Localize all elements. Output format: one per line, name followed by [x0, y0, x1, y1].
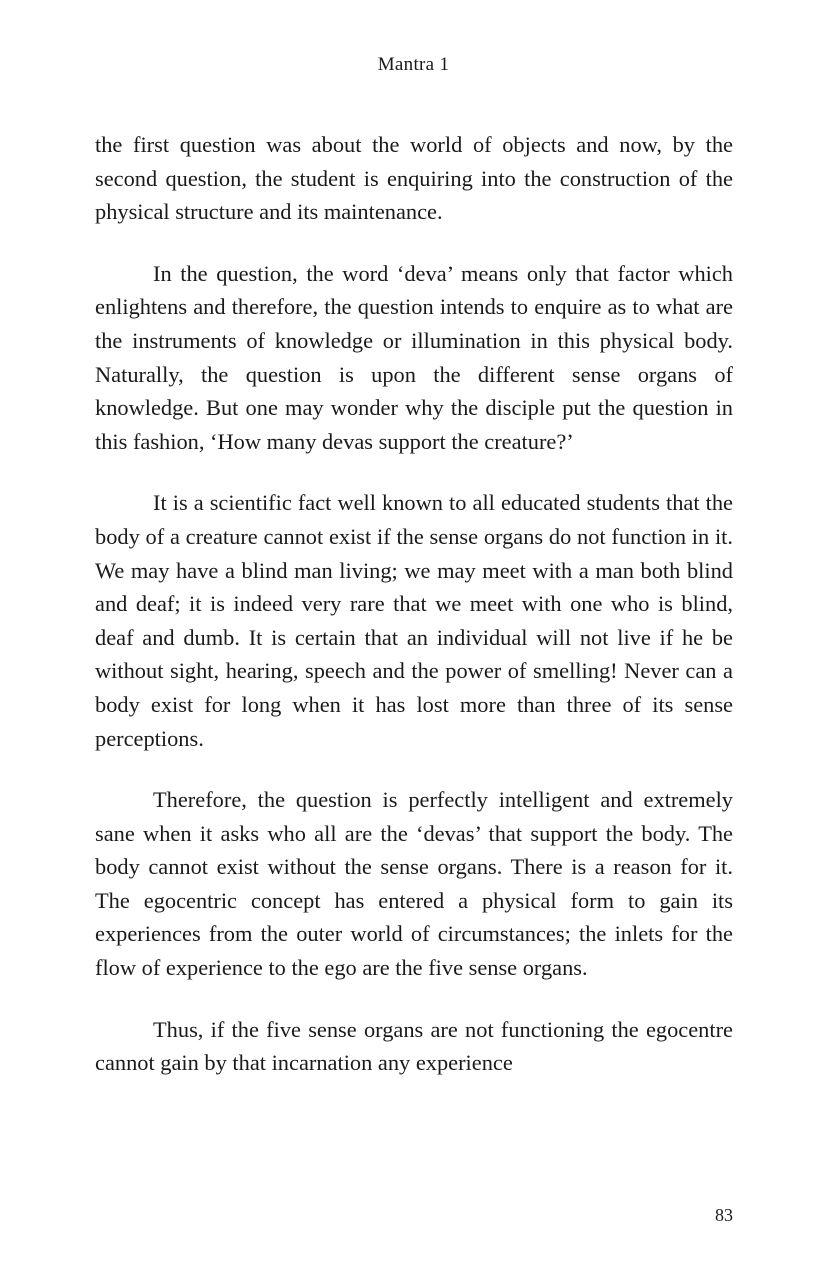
page-number: 83 [715, 1205, 733, 1225]
paragraph: the first question was about the world of objects and now, by the second question, the student is enquiring into the construction of the physical structure and its maintenance. [95, 132, 733, 225]
body-text [95, 128, 733, 1108]
paragraph: Thus, if the five sense organs are not functioning the egocentre cannot gain by that incarnation any experience [95, 1016, 733, 1076]
running-title: Mantra 1 [377, 54, 450, 75]
paragraph: It is a scientific fact well known to all educated students that the body of a creature cannot exist if the sense organs do not function in it. We may have a blind man living; we may meet with a man both blind and deaf; it is indeed very rare that we meet with one who is blind, deaf and dumb. It is certain that an individual will not live if he be without sight, hearing, speech and the power of smelling! Never can a body exist for long when it has lost more than three of its sense perceptions. [95, 490, 733, 751]
paragraph: Therefore, the question is perfectly intelligent and extremely sane when it asks who all are the ‘devas’ that support the body. The body cannot exist without the sense organs. There is a reason for it. The egocentric concept has entered a physical form to gain its experiences from the outer world of circumstances; the inlets for the flow of experience to the ego are the five sense organs. [95, 787, 733, 981]
paragraph: In the question, the word ‘deva’ means only that factor which enlightens and therefore, the question intends to enquire as to what are the instruments of knowledge or illumination in this physical body. Naturally, the question is upon the different sense organs of knowledge. But one may wonder why the disciple put the question in this fashion, ‘How many devas support the creature?’ [95, 260, 733, 454]
